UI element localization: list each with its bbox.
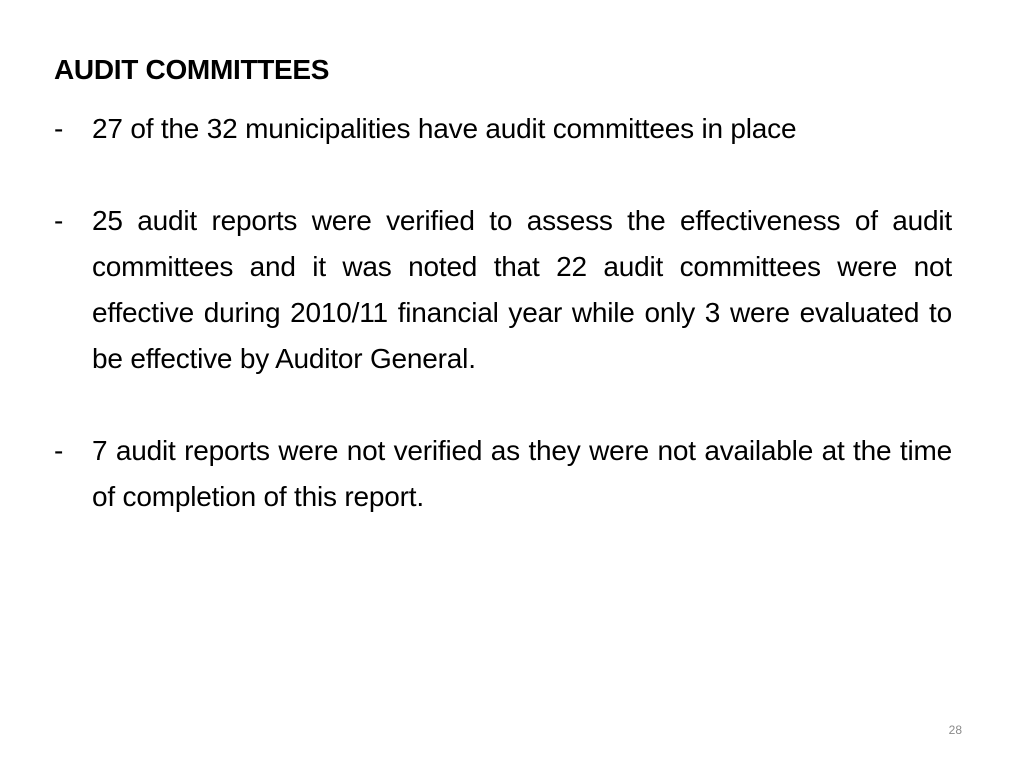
bullet-item xyxy=(54,428,952,520)
bullet-marker: - xyxy=(54,435,64,466)
bullet-list xyxy=(54,106,952,520)
bullet-marker: - xyxy=(54,113,64,144)
bullet-marker: - xyxy=(54,205,64,236)
slide-title: AUDIT COMMITTEES xyxy=(54,54,330,85)
bullet-item xyxy=(54,198,952,382)
bullet-text: 25 audit reports were verified to assess the effectiveness of audit committees and it was noted that 22 audit committees were not effective during 2010/11 financial year while only 3 were evaluated to be effective by Auditor General. xyxy=(92,205,952,374)
bullet-item xyxy=(54,106,952,152)
bullet-text: 27 of the 32 municipalities have audit committees in place xyxy=(92,113,797,144)
page-number: 28 xyxy=(948,723,962,737)
bullet-text: 7 audit reports were not verified as they were not available at the time of completion of this report. xyxy=(92,435,952,512)
